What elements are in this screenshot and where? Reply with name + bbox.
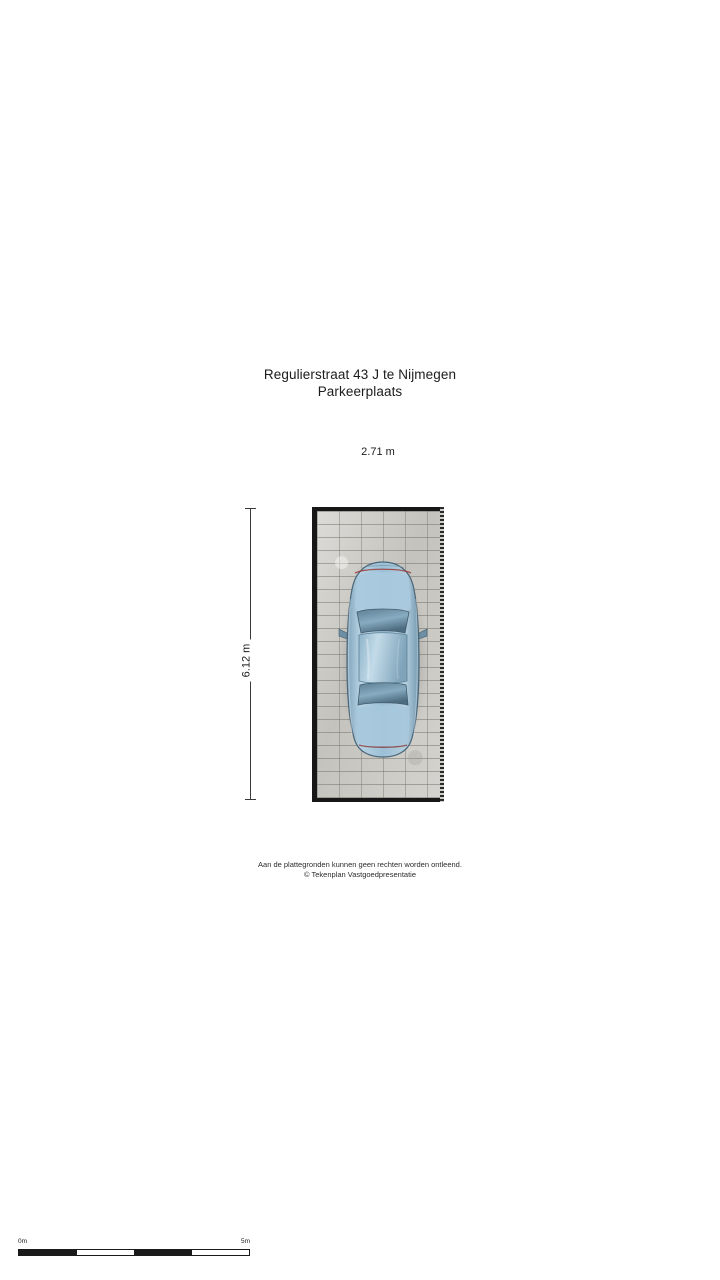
width-dimension-label: 2.71 m	[355, 446, 401, 458]
wall-left	[312, 507, 317, 802]
page-title	[0, 366, 720, 400]
width-dimension-label-wrap	[312, 444, 444, 461]
copyright-text: © Tekenplan Vastgoedpresentatie	[304, 870, 416, 879]
car-top-view	[337, 559, 429, 759]
depth-dimension-label: 6.12 m	[239, 640, 255, 682]
depth-dimension-cap-bottom	[245, 799, 256, 800]
footer-notes	[0, 860, 720, 880]
scale-bar-segment	[134, 1250, 192, 1255]
scale-bar-track	[18, 1249, 250, 1256]
scale-bar-label-end: 5m	[240, 1238, 250, 1245]
plan-subtitle: Parkeerplaats	[317, 384, 403, 399]
scale-bar-segment	[19, 1250, 77, 1255]
depth-dimension	[241, 508, 261, 800]
paved-parking-surface	[317, 511, 440, 798]
parking-space-plan	[312, 507, 444, 802]
scale-bar	[18, 1240, 250, 1262]
plan-address-title: Regulierstraat 43 J te Nijmegen	[263, 367, 457, 382]
scale-bar-label-start: 0m	[18, 1238, 28, 1245]
disclaimer-text: Aan de plattegronden kunnen geen rechten worden ontleend.	[258, 860, 462, 869]
depth-dimension-cap-top	[245, 508, 256, 509]
wall-top	[312, 507, 444, 511]
boundary-right-dashed	[440, 507, 444, 802]
car-icon	[337, 559, 429, 759]
depth-dimension-label-wrap	[241, 621, 254, 701]
wall-bottom	[312, 798, 444, 802]
width-dimension	[312, 444, 444, 462]
